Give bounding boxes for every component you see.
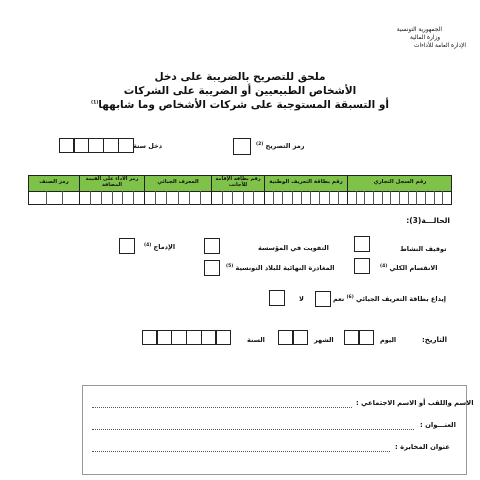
table-entry-cell-divider: [373, 191, 374, 205]
col-header-vat-code: رمز الأداء على القيمة المضافة: [85, 176, 139, 188]
table-entry-cell-divider: [434, 191, 435, 205]
col-header-category-code: رمز الصنف: [39, 179, 69, 185]
table-entry-cell-divider: [155, 191, 156, 205]
table-entry-cell-divider: [329, 191, 330, 205]
year-field[interactable]: [60, 138, 134, 153]
table-entry-cell-divider: [122, 191, 123, 205]
label-final-departure: المغادرة النهائية للبلاد التونسية $^{(5)}$: [226, 264, 335, 273]
checkbox-total-division[interactable]: [354, 258, 370, 274]
table-entry-cell-divider: [301, 191, 302, 205]
label-merger: الإدماج $^{(4)}$: [144, 243, 176, 252]
table-entry-cell-divider: [112, 191, 113, 205]
name-field[interactable]: [92, 407, 352, 408]
col-header-residence-card: رقم بطاقة الإقامة للأجانب: [215, 176, 261, 188]
table-entry-cell-divider: [189, 191, 190, 205]
date-label: التاريخ:: [422, 336, 448, 344]
table-entry-cell-divider: [166, 191, 167, 205]
table-entry-cell-divider: [364, 191, 365, 205]
year-label: دخل سنة: [133, 142, 163, 150]
day-label: اليوم: [380, 336, 397, 344]
table-entry-cell-divider: [133, 191, 134, 205]
table-entry-cell-divider: [416, 191, 417, 205]
year-date-label: السنة: [247, 336, 265, 344]
checkbox-deposit-no[interactable]: [269, 290, 285, 306]
table-entry-cell-divider: [319, 191, 320, 205]
label-deposit-no: لا: [299, 295, 304, 303]
checkbox-deposit-yes[interactable]: [315, 291, 331, 307]
day-field[interactable]: [345, 330, 374, 345]
title-note: (1): [91, 100, 99, 106]
month-field[interactable]: [279, 330, 308, 345]
checkbox-business-transfer[interactable]: [204, 238, 220, 254]
table-entry-cell-divider: [46, 191, 47, 205]
table-entry-cell-divider: [101, 191, 102, 205]
table-entry-cell-divider: [62, 191, 63, 205]
table-entry-cell-divider: [442, 191, 443, 205]
table-entry-cell-divider: [178, 191, 179, 205]
checkbox-activity-stop[interactable]: [354, 236, 370, 252]
situation-title: الحالـــة(3):: [406, 216, 450, 225]
checkbox-final-departure[interactable]: [204, 260, 220, 276]
table-entry-cell-divider: [408, 191, 409, 205]
table-entry-row[interactable]: [29, 191, 451, 205]
title-line-3-wrap: [0, 99, 480, 111]
table-entry-cell-divider: [222, 191, 223, 205]
table-entry-cell-divider: [338, 191, 339, 205]
title-line-1: ملحق للتصريح بالضريبة على دخل: [154, 71, 326, 83]
col-header-national-id: رقم بطاقة التعريف الوطنية: [269, 179, 343, 185]
month-label: الشهر: [314, 336, 334, 344]
declaration-code-field[interactable]: [233, 138, 251, 155]
table-entry-cell-divider: [356, 191, 357, 205]
identification-table: [28, 175, 452, 205]
table-entry-cell-divider: [232, 191, 233, 205]
table-entry-cell-divider: [310, 191, 311, 205]
table-entry-cell-divider: [282, 191, 283, 205]
header-line-1: الجمهورية التونسية: [396, 27, 442, 33]
table-entry-cell-divider: [390, 191, 391, 205]
label-business-transfer: التفويت في المؤسسة: [258, 244, 329, 252]
header-line-3: الإدارة العامة للأداءات: [414, 43, 466, 49]
col-header-tax-id: المعرف الجبائي: [157, 179, 199, 185]
table-entry-cell-divider: [382, 191, 383, 205]
declaration-code-label: رمز التصريح $^{(2)}$: [256, 142, 305, 151]
table-entry-cell-divider: [273, 191, 274, 205]
checkbox-merger[interactable]: [119, 238, 135, 254]
mail-label: عنوان المخابرة :: [395, 443, 450, 451]
col-header-commercial-register: رقم السجل التجاري: [373, 179, 427, 185]
deposit-label: إيداع بطاقة التعريف الجبائي $^{(6)}$ نعم: [333, 295, 446, 304]
year-date-field[interactable]: [143, 330, 231, 345]
table-entry-cell-divider: [425, 191, 426, 205]
name-label: الاسم واللقب أو الاسم الاجتماعي :: [356, 399, 474, 407]
table-entry-cell-divider: [253, 191, 254, 205]
title-line-2: الأشخاص الطبيعيين أو الضريبة على الشركات: [123, 85, 357, 97]
table-entry-cell-divider: [90, 191, 91, 205]
address-field[interactable]: [92, 429, 414, 430]
table-entry-cell-divider: [292, 191, 293, 205]
table-entry-cell-divider: [243, 191, 244, 205]
label-total-division: الانقسام الكلي $^{(4)}$: [380, 264, 438, 273]
address-label: العنـــوان :: [420, 421, 456, 429]
title-line-3: أو التسبقة المستوجبة على شركات الأشخاص وما شابهها: [98, 99, 389, 111]
label-activity-stop: توقيف النشاط: [400, 245, 447, 253]
header-line-2: وزارة المالية: [409, 35, 440, 41]
table-entry-cell-divider: [399, 191, 400, 205]
mail-field[interactable]: [92, 451, 390, 452]
table-entry-cell-divider: [200, 191, 201, 205]
